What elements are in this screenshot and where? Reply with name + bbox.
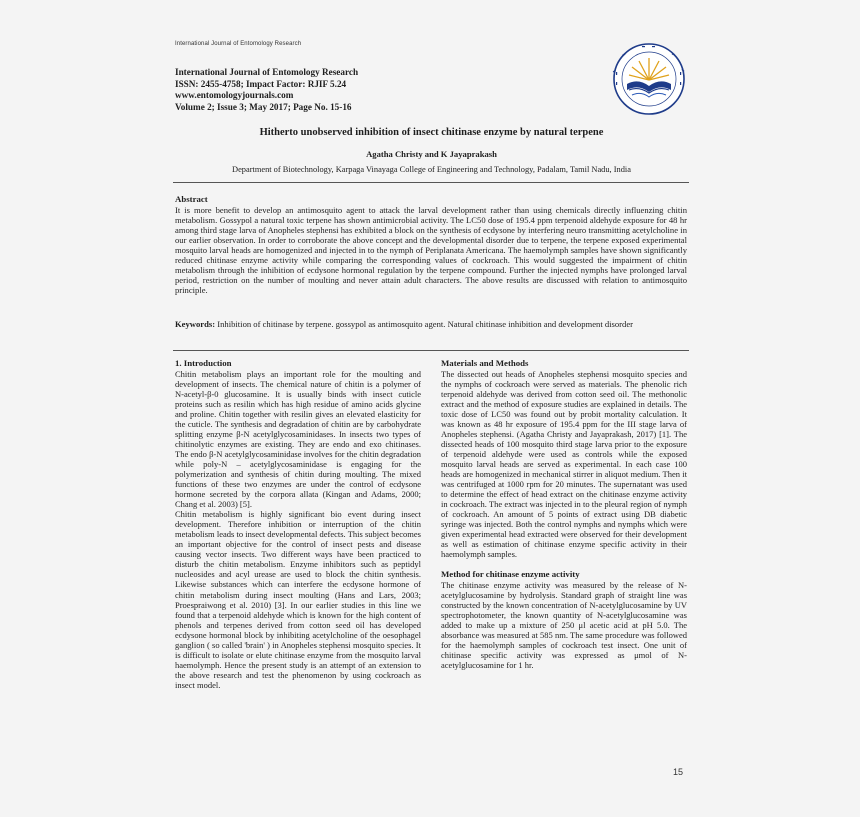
keywords-section [175, 319, 687, 329]
author-affiliation: Department of Biotechnology, Karpaga Vinayaga College of Engineering and Technology, Padalam, Tamil Nadu, India [232, 165, 631, 174]
left-column [175, 358, 421, 690]
abstract-text: It is more benefit to develop an antimosquito agent to attack the larval development rather than using chemicals directly influenzing chitin metabolism. Gossypol a natural toxic terpene has shown antimicrobial activity. The LC50 dose of 195.4 ppm terpenoid aldehyde exposure for 48 hr among third stage larva of Anopheles stephensi has exhibited a block on the synthesis of ecdysone by interfering neuro transmitting acetylcholine in our earlier observation. In order to corroborate the above concept and the developmental disorder due to terpene, the terpene exposed experimental mosquito larval heads are homogenized and injected in to the nymph of Periplanata Americana. The haemolymph samples have shown significantly reduced chitinase enzyme activity while comparing the corresponding values of cockroach. This would suggested the impairment of chitin metabolism through the inhibition of ecdysone hormonal regulation by the terpene compound. Further the injected nymphs have prolonged larval period, restriction on the number of moulting and never attain adult characters. The above results are discussed with relation to antimosquito principle. [175, 204, 687, 296]
chitinase-method-paragraph: The chitinase enzyme activity was measured by the release of N-acetylglucosamine by hydrolysis. Standard graph of straight line was constructed by the known concentration of N-acetylglucosamine by UV spectrophotometer, the known quantity of N-acetylglucosamine was added to make up a mixture of 250 μl acetic acid at pH 5.0. The absorbance was measured at 585 nm. The same procedure was followed for the haemolymph samples of cockroach test insect. One unit of chitinase specific activity was expressed as μmol of N-acetylglucosamine for 1 hr. [441, 579, 687, 671]
chitinase-method-heading: Method for chitinase enzyme activity [441, 569, 580, 580]
journal-name: International Journal of Entomology Research [175, 67, 359, 77]
methods-heading: Materials and Methods [441, 358, 529, 368]
introduction-heading: 1. Introduction [175, 358, 232, 368]
paper-title: Hitherto unobserved inhibition of insect chitinase enzyme by natural terpene [259, 127, 604, 138]
journal-masthead [175, 67, 475, 113]
page-number: 15 [673, 767, 684, 777]
journal-issn: ISSN: 2455-4758; Impact Factor: RJIF 5.24 [175, 78, 347, 89]
keywords-text: Inhibition of chitinase by terpene. gossypol as antimosquito agent. Natural chitinase inhibition and development disorder [217, 319, 634, 329]
introduction-paragraph-2: Chitin metabolism is highly significant bio event during insect development. Therefore inhibition or interruption of the chitin metabolism leads to insect developmental defects. This subject becomes an important objective for the control of insect pests and disease causing vector insects. Two different ways have been practiced to disturb the chitin metabolism. Enzyme inhibitors such as peptidyl nucleosides and acyl urease are used to block the chitin synthesis. Likewise substances which can interfere the ecdysone hormone of chitin metabolism during insect moulting (Hans and Lars, 2003; Proespraiwong et al. 2010) [3]. In our earlier studies in this line we found that a terpenoid aldehyde which is known for the high content of phenols and terpenes derived from cotton seed oil has developed ecdysone hormonal block by inhibiting acetylcholine of the oesophagel ganglion ( so called 'brain' ) in Anopheles stephensi mosquito species. It is difficult to isolate or elute chitinase enzyme from the mosquito larval haemolymph. Hence the present study is an attempt of an extension to the above research and test the phenomenon by using cockroach as insect model. [175, 509, 421, 690]
introduction-paragraph-1: Chitin metabolism plays an important role for the moulting and development of insects. The chemical nature of chitin is a polymer of N-acetyl-β-0 glucosamine. It is usually binds with insect cuticle proteins such as resilin which has high residue of amino acids glycine and proline. Chitin together with resilin gives an elevated elasticity for the cuticle. The synthesis and degradation of chitin are by carbohydrate splitting enzyme β-N acetylglycosaminidases. In insects two types of chitinolytic enzymes are existing. They are endo and exo chitinases. The endo β-N acetylglycosaminidase involves for the chitin degradation while poly-N – acetylglycosaminidase is engaging for the polymerization and synthesis of chitin during moulting. The mixed functions of these two enzymes are under the control of ecdysone hormone secreted by the corpora allata (Kingan and Adams, 2000; Chang et al. 2003) [5]. [175, 368, 421, 510]
journal-website: www.entomologyjournals.com [175, 90, 294, 100]
right-column [441, 358, 687, 670]
divider-bottom [173, 350, 689, 351]
running-header: International Journal of Entomology Research [175, 41, 302, 47]
methods-paragraph: The dissected out heads of Anopheles stephensi mosquito species and the nymphs of cockroach were served as materials. The phenolic rich terpenoid aldehyde was derived from cotton seed oil. The methonolic extract and the method of exposure studies are explained in details. The toxic dose of LC50 was found out by probit mortality calculation. It was known as 48 hr exposure of 195.4 ppm for the III stage larva of Anopheles stephensi. (Agatha Christy and Jayaprakash, 2017) [1]. The dissected heads of 100 mosquito third stage larva prior to the exposure of terpenoid aldehyde were used as controls while the exposed mosquito larval heads are served as experimental. In each case 100 heads are homogenized in mechanical stirrer in aliquot medium. Then it was centrifuged at 1000 rpm for 20 minutes. The supernatant was used to determine the effect of head extract on the chitinase enzyme activity in cockroach. The extract was injected in to the pleural region of nymph of cockroach. An amount of 5 points of extract using DB diabetic syringe was injected. Both the control nymphs and nymphs which were given experimental head extracted were observed for their development as well as estimation of chitinase enzyme specific activity in their haemolymph samples. [441, 368, 687, 560]
abstract-section [175, 194, 687, 295]
paper-authors: Agatha Christy and K Jayaprakash [366, 149, 497, 159]
abstract-heading: Abstract [175, 194, 208, 204]
divider-top [173, 182, 689, 183]
keywords-label: Keywords: [175, 319, 216, 329]
journal-volume: Volume 2; Issue 3; May 2017; Page No. 15-16 [175, 101, 352, 112]
open-book-seal-logo-icon [612, 42, 686, 116]
